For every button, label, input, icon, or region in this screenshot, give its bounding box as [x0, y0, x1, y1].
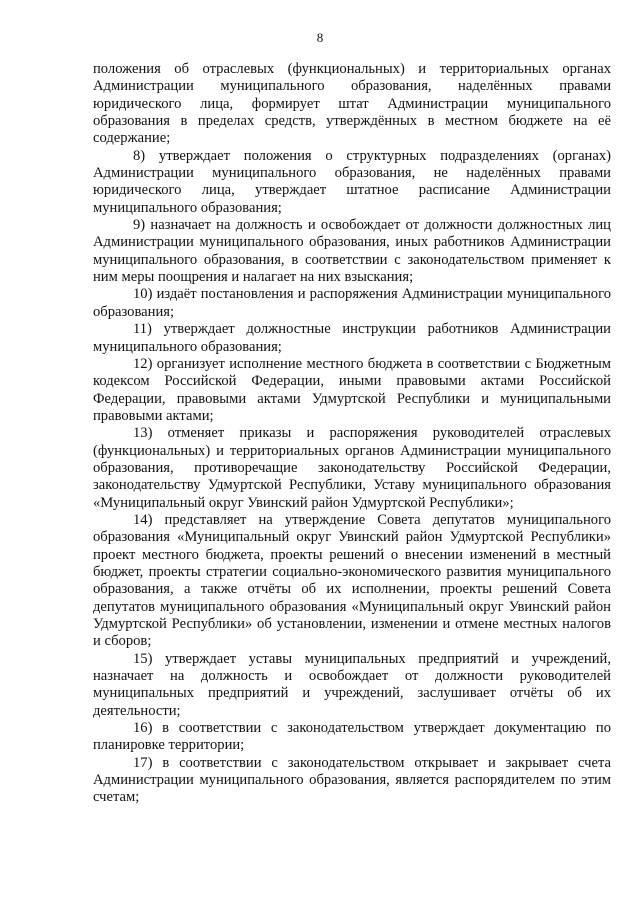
paragraph-continuation: положения об отраслевых (функциональных) и территориальных органах Администрации муниципального образования, наделённых правами юридического лица, формирует штат Администрации муниципального образования в пределах средств, утверждённых в местном бюджете на её содержание; — [93, 61, 611, 147]
paragraph-item-16: 16) в соответствии с законодательством утверждает документацию по планировке территории; — [93, 720, 611, 754]
paragraph-item-13: 13) отменяет приказы и распоряжения руководителей отраслевых (функциональных) и территориальных органов Администрации муниципального образования, противоречащие законодательству Российской Федерации, законодательству Удмуртской Республики, Уставу муниципального образования «Муниципальный округ Увинский район Удмуртской Республики»; — [93, 425, 611, 511]
paragraph-item-11: 11) утверждает должностные инструкции работников Администрации муниципального образования; — [93, 321, 611, 355]
paragraph-item-14: 14) представляет на утверждение Совета депутатов муниципального образования «Муниципальный округ Увинский район Удмуртской Республики» проект местного бюджета, проекты решений о внесении изменений в местный бюджет, проекты стратегии социально-экономического развития муниципального образования, а также отчёты об их исполнении, проекты решений Совета депутатов муниципального образования «Муниципальный округ Увинский район Удмуртской Республики» об установлении, изменении и отмене местных налогов и сборов; — [93, 511, 611, 650]
paragraph-item-8: 8) утверждает положения о структурных подразделениях (органах) Администрации муниципального образования, не наделённых правами юридического лица, утверждает штатное расписание Администрации муниципального образования; — [93, 147, 611, 216]
paragraph-item-10: 10) издаёт постановления и распоряжения Администрации муниципального образования; — [93, 286, 611, 320]
paragraph-item-15: 15) утверждает уставы муниципальных предприятий и учреждений, назначает на должность и освобождает от должности руководителей муниципальных предприятий и учреждений, заслушивает отчёты об их деятельности; — [93, 650, 611, 719]
page-number: 8 — [316, 30, 324, 45]
document-body — [93, 61, 611, 807]
paragraph-item-9: 9) назначает на должность и освобождает от должности должностных лиц Администрации муниципального образования, иных работников Администрации муниципального образования, в соответствии с законодательством применяет к ним меры поощрения и налагает на них взыскания; — [93, 217, 611, 286]
paragraph-item-17: 17) в соответствии с законодательством открывает и закрывает счета Администрации муниципального образования, является распорядителем по этим счетам; — [93, 754, 611, 806]
paragraph-item-12: 12) организует исполнение местного бюджета в соответствии с Бюджетным кодексом Российской Федерации, иными правовыми актами Российской Федерации, правовыми актами Удмуртской Республики и муниципальными правовыми актами; — [93, 355, 611, 424]
